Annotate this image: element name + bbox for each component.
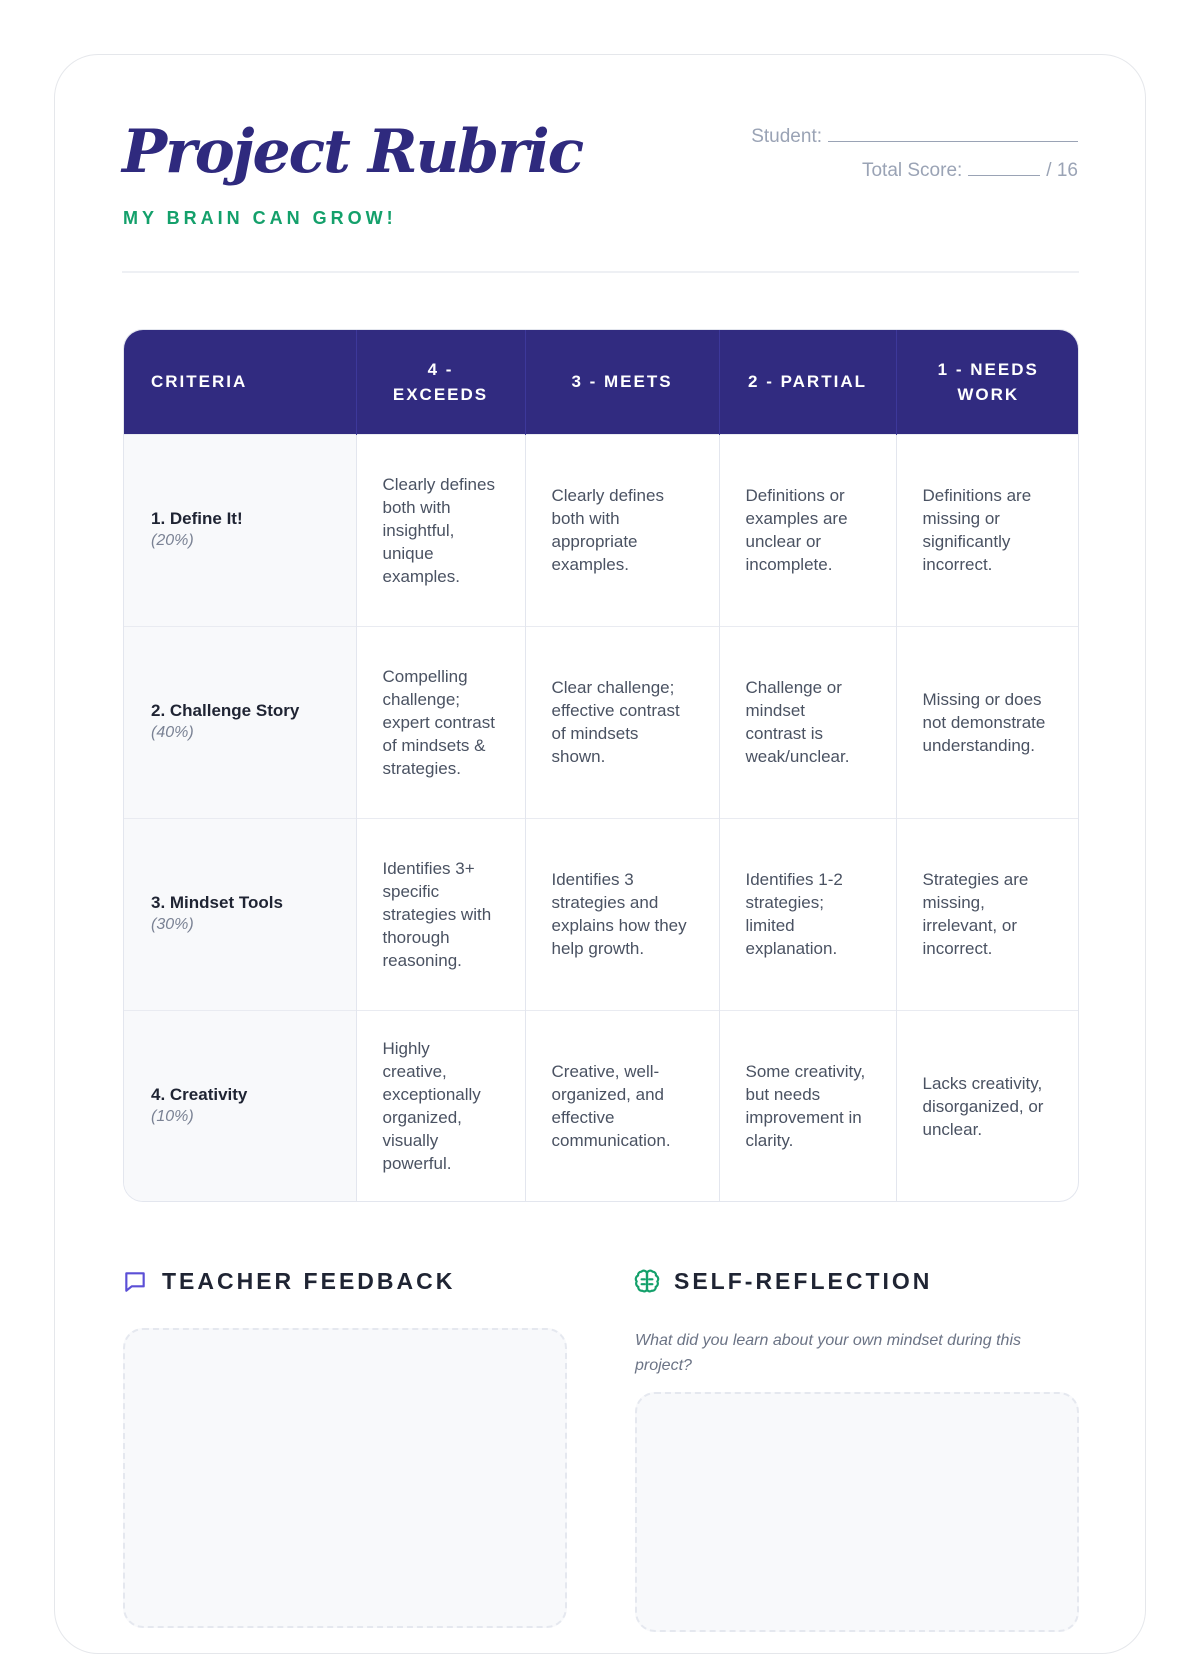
table-row <box>124 818 1079 1010</box>
descriptor-cell: Strategies are missing, irrelevant, or incorrect. <box>896 818 1079 1010</box>
descriptor-cell: Clear challenge; effective contrast of mindsets shown. <box>525 626 719 818</box>
self-reflection-box[interactable] <box>635 1392 1079 1632</box>
criterion-weight: (20%) <box>151 532 194 549</box>
descriptor-cell: Missing or does not demonstrate understanding. <box>896 626 1079 818</box>
score-label: Total Score: <box>861 160 963 181</box>
column-header-criteria: CRITERIA <box>124 330 356 434</box>
descriptor-cell: Challenge or mindset contrast is weak/unclear. <box>719 626 896 818</box>
self-reflection-title: SELF-REFLECTION <box>674 1268 933 1294</box>
descriptor-cell: Definitions are missing or significantly incorrect. <box>896 434 1079 626</box>
self-reflection-heading <box>634 1268 932 1295</box>
column-header-partial: 2 - PARTIAL <box>719 330 896 434</box>
descriptor-cell: Identifies 1-2 strategies; limited explanation. <box>719 818 896 1010</box>
descriptor-cell: Identifies 3+ specific strategies with thorough reasoning. <box>356 818 525 1010</box>
criterion-weight: (10%) <box>151 1108 194 1126</box>
descriptor-cell: Highly creative, exceptionally organized, visually powerful. <box>356 1010 525 1202</box>
rubric-header-row <box>124 330 1079 434</box>
teacher-feedback-box[interactable] <box>123 1328 567 1628</box>
criterion-name: 4. Creativity <box>151 1085 248 1105</box>
criterion-name: 2. Challenge Story <box>151 701 300 720</box>
teacher-feedback-heading <box>122 1268 455 1295</box>
chat-bubble-icon <box>122 1269 148 1295</box>
criterion-name: 1. Define It! <box>151 509 243 528</box>
student-name-field[interactable] <box>828 124 1078 142</box>
criterion-cell <box>124 626 356 818</box>
descriptor-cell: Definitions or examples are unclear or incomplete. <box>719 434 896 626</box>
header-divider <box>122 271 1079 273</box>
descriptor-cell: Some creativity, but needs improvement in clarity. <box>719 1010 896 1202</box>
page-title: Project Rubric <box>122 117 583 187</box>
descriptor-cell: Creative, well-organized, and effective communication. <box>525 1010 719 1202</box>
column-header-meets: 3 - MEETS <box>525 330 719 434</box>
criterion-weight: (40%) <box>151 724 194 741</box>
student-row <box>751 124 1078 158</box>
column-header-exceeds: 4 - EXCEEDS <box>356 330 525 434</box>
table-row <box>124 434 1079 626</box>
score-row <box>751 158 1078 192</box>
descriptor-cell: Clearly defines both with insightful, unique examples. <box>356 434 525 626</box>
student-info <box>751 124 1078 192</box>
column-header-needs-work: 1 - NEEDS WORK <box>896 330 1079 434</box>
reflection-prompt: What did you learn about your own mindset during this project? <box>635 1332 1021 1374</box>
table-row <box>124 626 1079 818</box>
rubric-table <box>123 329 1079 1202</box>
descriptor-cell: Identifies 3 strategies and explains how they help growth. <box>525 818 719 1010</box>
descriptor-cell: Compelling challenge; expert contrast of mindsets & strategies. <box>356 626 525 818</box>
page-subtitle: MY BRAIN CAN GROW! <box>123 208 397 228</box>
table-row <box>124 1010 1079 1202</box>
student-label: Student: <box>751 126 822 147</box>
score-total: / 16 <box>1046 160 1078 181</box>
teacher-feedback-title: TEACHER FEEDBACK <box>162 1268 456 1294</box>
descriptor-cell: Clearly defines both with appropriate examples. <box>525 434 719 626</box>
criterion-weight: (30%) <box>151 916 194 933</box>
criterion-cell <box>124 818 356 1010</box>
descriptor-cell: Lacks creativity, disorganized, or unclear. <box>896 1010 1079 1202</box>
brain-icon <box>634 1269 660 1295</box>
criterion-cell <box>124 1010 356 1202</box>
score-field[interactable] <box>968 158 1040 176</box>
criterion-cell <box>124 434 356 626</box>
criterion-name: 3. Mindset Tools <box>151 893 283 912</box>
